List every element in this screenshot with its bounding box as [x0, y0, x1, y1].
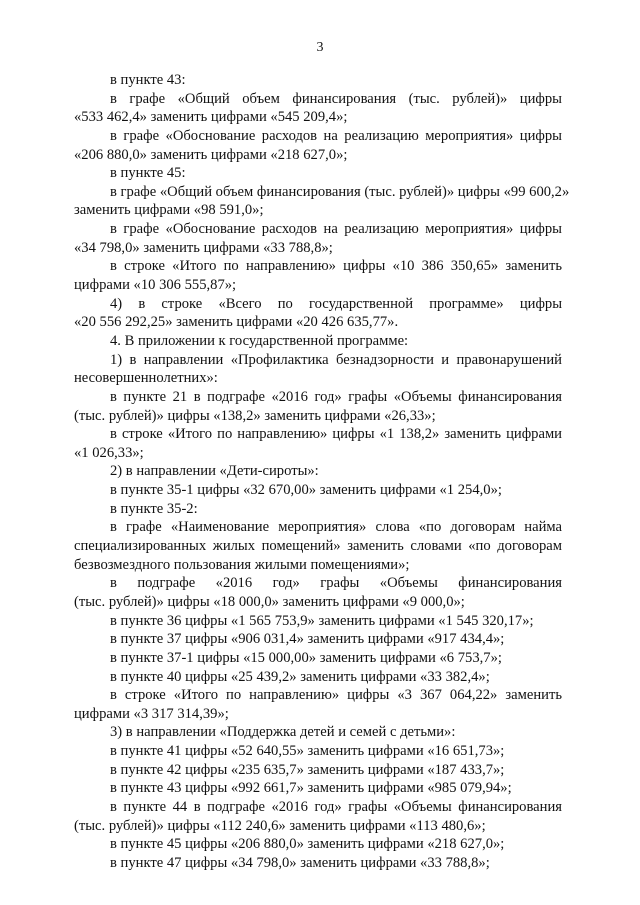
- text-line: в пункте 40 цифры «25 439,2» заменить цифрами «33 382,4»;: [110, 668, 490, 685]
- text-line: заменить цифрами «98 591,0»;: [74, 202, 264, 219]
- text-line: в пункте 35-1 цифры «32 670,00» заменить цифрами «1 254,0»;: [110, 482, 502, 499]
- text-line: в пункте 44 в подграфе «2016 год» графы «Объемы финансирования: [110, 798, 562, 815]
- text-line: в пункте 42 цифры «235 635,7» заменить цифрами «187 433,7»;: [110, 761, 505, 778]
- text-line: специализированных жилых помещений» заменить словами «по договорам: [74, 538, 562, 555]
- text-line: 2) в направлении «Дети-сироты»:: [110, 463, 319, 480]
- text-line: (тыс. рублей)» цифры «18 000,0» заменить цифрами «9 000,0»;: [74, 593, 465, 610]
- text-line: «206 880,0» заменить цифрами «218 627,0»;: [74, 146, 348, 163]
- text-line: в пункте 36 цифры «1 565 753,9» заменить цифрами «1 545 320,17»;: [110, 612, 534, 629]
- text-line: в пункте 21 в подграфе «2016 год» графы «Объемы финансирования: [110, 388, 562, 405]
- text-line: 1) в направлении «Профилактика безнадзорности и правонарушений: [110, 351, 562, 368]
- text-line: в пункте 45:: [110, 165, 186, 182]
- text-line: цифрами «3 317 314,39»;: [74, 705, 229, 722]
- text-line: в строке «Итого по направлению» цифры «1 138,2» заменить цифрами: [110, 426, 562, 443]
- text-line: в пункте 43:: [110, 72, 186, 88]
- text-line: в графе «Наименование мероприятия» слова «по договорам найма: [110, 519, 562, 536]
- text-line: «1 026,33»;: [74, 444, 144, 461]
- text-line: в подграфе «2016 год» графы «Объемы финансирования: [110, 575, 562, 592]
- text-line: «533 462,4» заменить цифрами «545 209,4»;: [74, 109, 348, 126]
- text-line: в графе «Общий объем финансирования (тыс. рублей)» цифры «99 600,2»: [110, 183, 570, 200]
- text-line: 4) в строке «Всего по государственной программе» цифры: [110, 295, 562, 312]
- text-line: в строке «Итого по направлению» цифры «10 386 350,65» заменить: [110, 258, 562, 275]
- text-line: (тыс. рублей)» цифры «138,2» заменить цифрами «26,33»;: [74, 407, 436, 424]
- text-line: несовершеннолетних»:: [74, 370, 218, 387]
- text-line: в пункте 37 цифры «906 031,4» заменить цифрами «917 434,4»;: [110, 631, 505, 648]
- text-line: в графе «Обоснование расходов на реализацию мероприятия» цифры: [110, 127, 562, 144]
- text-line: в пункте 35-2:: [110, 500, 198, 517]
- text-line: цифрами «10 306 555,87»;: [74, 277, 237, 294]
- text-line: 3) в направлении «Поддержка детей и семей с детьми»:: [110, 724, 456, 741]
- text-line: в пункте 37-1 цифры «15 000,00» заменить цифрами «6 753,7»;: [110, 649, 502, 666]
- text-line: «20 556 292,25» заменить цифрами «20 426 635,77».: [74, 314, 399, 331]
- text-line: в графе «Общий объем финансирования (тыс. рублей)» цифры: [110, 90, 562, 107]
- text-line: в пункте 45 цифры «206 880,0» заменить цифрами «218 627,0»;: [110, 836, 505, 853]
- text-line: в пункте 41 цифры «52 640,55» заменить цифрами «16 651,73»;: [110, 743, 505, 760]
- page-number: 3: [316, 40, 324, 55]
- text-line: (тыс. рублей)» цифры «112 240,6» заменить цифрами «113 480,6»;: [74, 817, 486, 834]
- text-line: 4. В приложении к государственной программе:: [110, 332, 409, 349]
- text-line: «34 798,0» заменить цифрами «33 788,8»;: [74, 239, 333, 256]
- text-line: в строке «Итого по направлению» цифры «3 367 064,22» заменить: [110, 687, 562, 704]
- text-line: в графе «Обоснование расходов на реализацию мероприятия» цифры: [110, 221, 562, 238]
- text-line: в пункте 47 цифры «34 798,0» заменить цифрами «33 788,8»;: [110, 854, 490, 871]
- text-line: безвозмездного пользования жилыми помещениями»;: [74, 556, 410, 573]
- text-line: в пункте 43 цифры «992 661,7» заменить цифрами «985 079,94»;: [110, 780, 512, 797]
- document-body: [74, 71, 570, 873]
